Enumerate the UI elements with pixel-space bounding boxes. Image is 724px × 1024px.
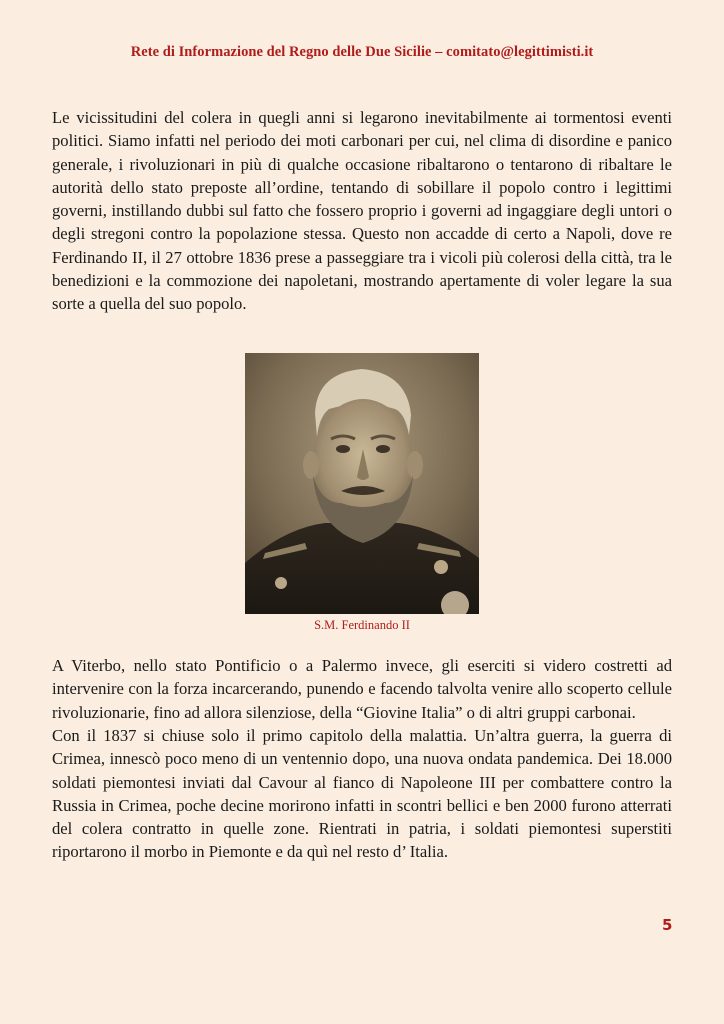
page-number: 5 <box>662 916 673 934</box>
body-paragraph-3: Con il 1837 si chiuse solo il primo capitolo della malattia. Un’altra guerra, la guerra di Crimea, innescò poco meno di un ventennio dopo, una nuova ondata pandemica. Dei 18.000 soldati piemontesi inviati dal Cavour al fianco di Napoleone III per combattere contro la Russia in Crimea, poche decine morirono infatti in scontri bellici e ben 2000 furono atterrati del colera contratto in quelle zone. Rientrati in patria, i soldati piemontesi superstiti riportarono il morbo in Piemonte e da quì nel resto d’ Italia. <box>52 726 672 862</box>
body-paragraph-2: A Viterbo, nello stato Pontificio o a Palermo invece, gli eserciti si videro costretti ad intervenire con la forza incarcerando, punendo e facendo talvolta venire allo scoperto cellule rivoluzionarie, fino ad allora silenziose, della “Giovine Italia” o di altri gruppi carbonai. <box>52 656 672 722</box>
page-header: Rete di Informazione del Regno delle Due Sicilie – comitato@legittimisti.it <box>130 44 594 60</box>
figure-caption: S.M. Ferdinando II <box>314 618 410 632</box>
body-paragraph-1: Le vicissitudini del colera in quegli anni si legarono inevitabilmente ai tormentosi eventi politici. Siamo infatti nel periodo dei moti carbonari per cui, nel clima di disordine e panico generale, i rivoluzionari in più di qualche occasione ribaltarono o tentarono di ribaltare le autorità dello stato preposte all’ordine, tentando di sobillare il popolo contro i legittimi governi, instillando dubbi sul fatto che fossero proprio i governi ad ingaggiare degli untori o degli stregoni contro la popolazione stessa. Questo non accadde di certo a Napoli, dove re Ferdinando II, il 27 ottobre 1836 prese a passeggiare tra i vicoli più colerosi della città, tra le benedizioni e la commozione dei napoletani, mostrando apertamente di voler legare la sua sorte a quella del suo popolo. <box>52 108 672 314</box>
portrait-photo <box>245 353 479 614</box>
